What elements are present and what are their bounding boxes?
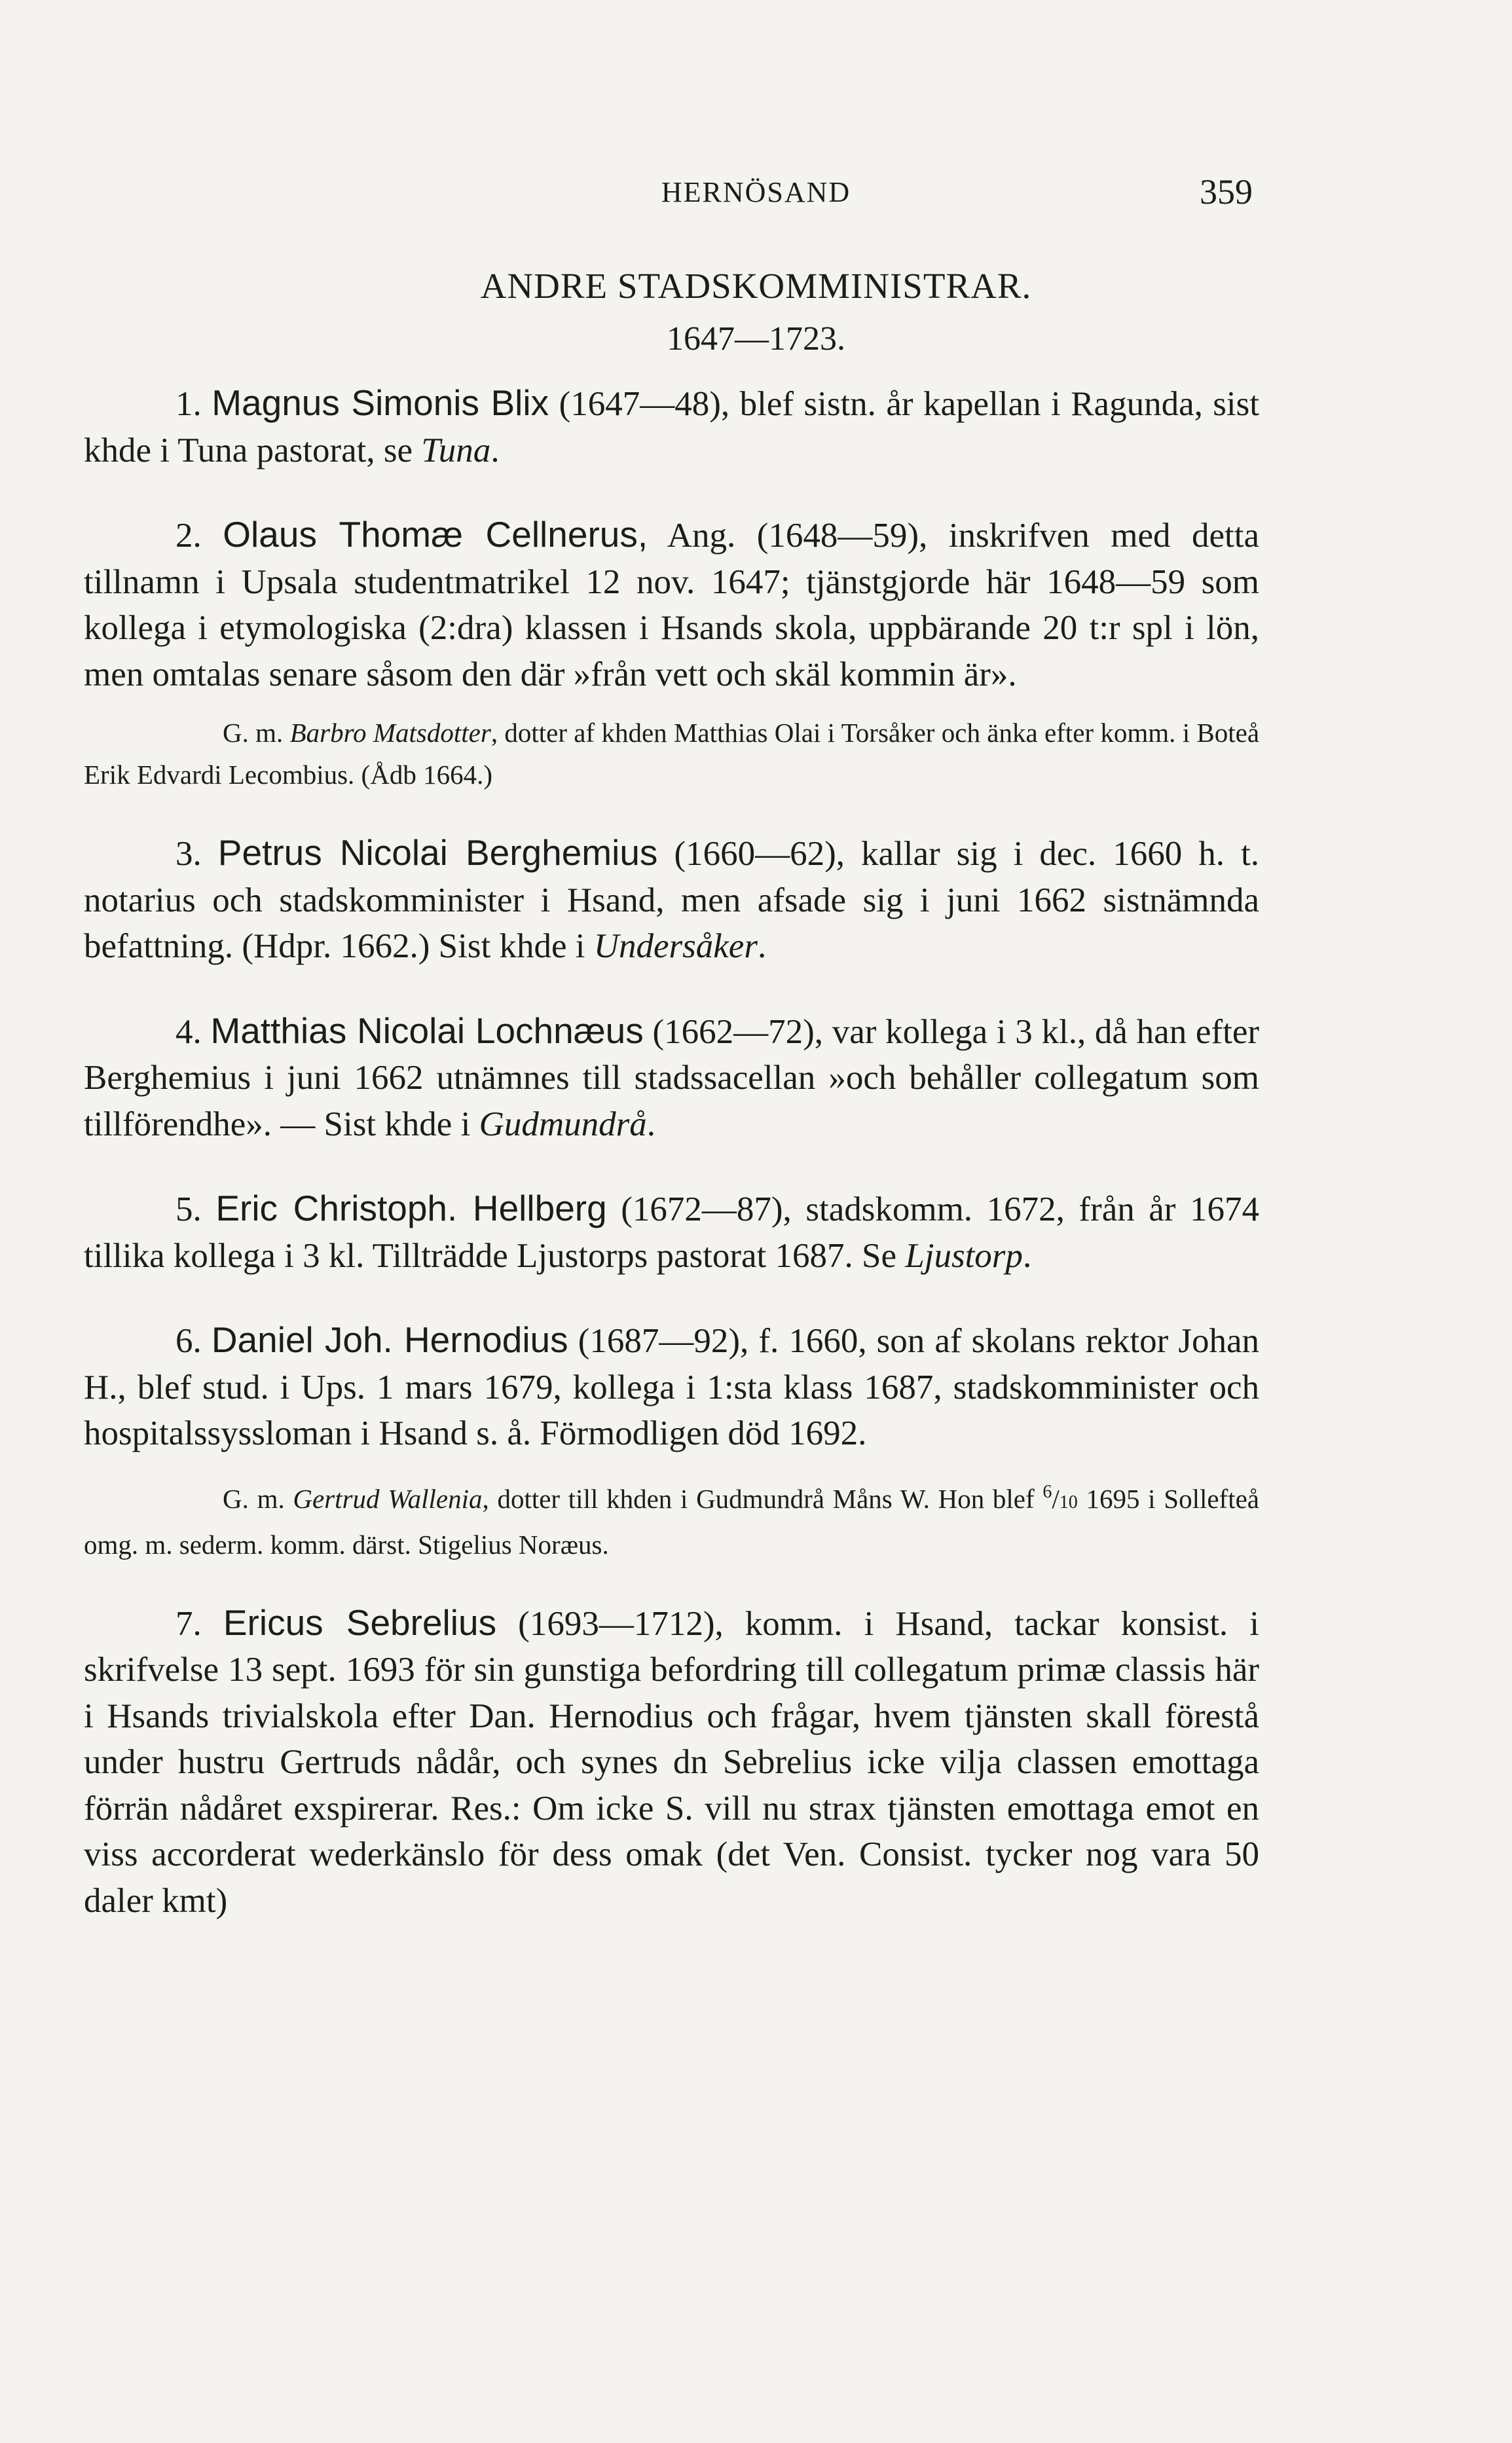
entry-7 — [84, 1600, 1259, 1924]
entry-text: (1693—1712), komm. i Hsand, tackar konsist. i skrifvelse 13 sept. 1693 för sin gunstiga befordring till collegatum primæ classis här i Hsands trivialskola efter Dan. Hernodius och frågar, hvem tjänsten skall förestå under hustru Gertruds nådår, och synes dn Sebrelius icke vilja classen emottaga förrän nådåret exspirerar. Res.: Om icke S. vill nu strax tjänsten emottaga emot en viss accorderat wederkänslo för dess omak (det Ven. Consist. tycker nog vara 50 daler kmt) — [84, 1604, 1259, 1920]
entry-name: Daniel Joh. Hernodius — [211, 1319, 568, 1360]
entry-number: 6. — [175, 1322, 202, 1360]
entry-number: 7. — [175, 1604, 202, 1643]
entry-5 — [84, 1185, 1259, 1279]
entry-4 — [84, 1008, 1259, 1148]
entry-text: (1687—92), f. 1660, son af skolans rektor Johan H., blef stud. i Ups. 1 mars 1679, kollega i 1:sta klass 1687, stadskomminister och hospitalssyssloman i Hsand s. å. Förmodligen död 1692. — [84, 1322, 1260, 1452]
marriage-note-2 — [84, 712, 1259, 796]
entry-number: 1. — [175, 385, 202, 423]
note-tail: 1695 i Sollefteå omg. m. sederm. komm. därst. Stigelius Noræus. — [84, 1483, 1259, 1560]
running-head: HERNÖSAND — [661, 176, 851, 208]
section-title: ANDRE STADSKOMMINISTRAR. — [480, 266, 1032, 306]
entry-end: . — [757, 927, 767, 965]
entry-reference: Ljustorp — [905, 1236, 1023, 1275]
entry-number: 2. — [175, 517, 202, 555]
entry-reference: Undersåker — [593, 927, 758, 965]
entry-end: . — [646, 1105, 655, 1143]
entry-end: . — [490, 431, 500, 469]
entry-2 — [84, 511, 1259, 697]
entries — [84, 380, 1259, 1962]
fraction-numerator: 6 — [1042, 1481, 1052, 1502]
note-text: , dotter till khden i Gudmundrå Måns W. Hon blef — [482, 1483, 1043, 1514]
entry-1 — [84, 380, 1259, 473]
fraction-denominator: 10 — [1059, 1492, 1078, 1513]
entry-text: (1672—87), stadskomm. 1672, från år 1674 tillika kollega i 3 kl. Tillträdde Ljustorps pastorat 1687. Se — [84, 1190, 1260, 1275]
entry-name: Petrus Nicolai Berghemius — [217, 832, 658, 873]
entry-name: Eric Christoph. Hellberg — [215, 1188, 607, 1228]
entry-end: . — [1022, 1236, 1032, 1275]
entry-reference: Tuna — [421, 431, 491, 469]
page-number: 359 — [1200, 172, 1253, 211]
entry-name: Matthias Nicolai Lochnæus — [210, 1010, 644, 1051]
entry-text: Ang. (1648—59), inskrifven med detta tillnamn i Upsala studentmatrikel 12 nov. 1647; tjänstgjorde här 1648—59 som kollega i etymologiska (2:dra) klassen i Hsands skola, uppbärande 20 t:r spl i lön, men omtalas senare såsom den där »från vett och skäl kommin är». — [84, 517, 1259, 693]
note-name: Gertrud Wallenia — [293, 1483, 483, 1514]
entry-text: (1662—72), var kollega i 3 kl., då han efter Berghemius i juni 1662 utnämnes till stadssacellan »och behåller collegatum som tillförendhe». — Sist khde i — [84, 1012, 1259, 1143]
entry-number: 5. — [175, 1190, 202, 1228]
marriage-note-6: G. m. Gertrud Wallenia, dotter till khden i Gudmundrå Måns W. Hon blef $^6$/10 1695 i Sollefteå omg. m. sederm. komm. därst. Stigelius Noræus. — [84, 1481, 1259, 1560]
note-start: G. m. — [223, 718, 290, 748]
entry-text: (1660—62), kallar sig i dec. 1660 h. t. notarius och stadskomminister i Hsand, men afsade sig i juni 1662 sistnämnda befattning. (Hdpr. 1662.) Sist khde i — [84, 835, 1260, 965]
entry-3 — [84, 830, 1259, 970]
entry-name: Magnus Simonis Blix — [212, 382, 549, 423]
entry-text: (1647—48), blef sistn. år kapellan i Ragunda, sist khde i Tuna pastorat, se — [84, 385, 1260, 469]
note-text: , dotter af khden Matthias Olai i Torsåker och änka efter komm. i Boteå Erik Edvardi Lecombius. (Ådb 1664.) — [84, 718, 1260, 790]
entry-reference: Gudmundrå — [479, 1105, 647, 1143]
section-years: 1647—1723. — [667, 320, 845, 358]
entry-name: Ericus Sebrelius — [223, 1602, 497, 1643]
entry-number: 3. — [175, 835, 202, 873]
entry-name: Olaus Thomæ Cellnerus, — [223, 514, 648, 555]
note-start: G. m. — [223, 1483, 293, 1514]
entry-6 — [84, 1317, 1259, 1457]
note-name: Barbro Matsdotter — [289, 718, 491, 748]
entry-number: 4. — [175, 1012, 202, 1051]
